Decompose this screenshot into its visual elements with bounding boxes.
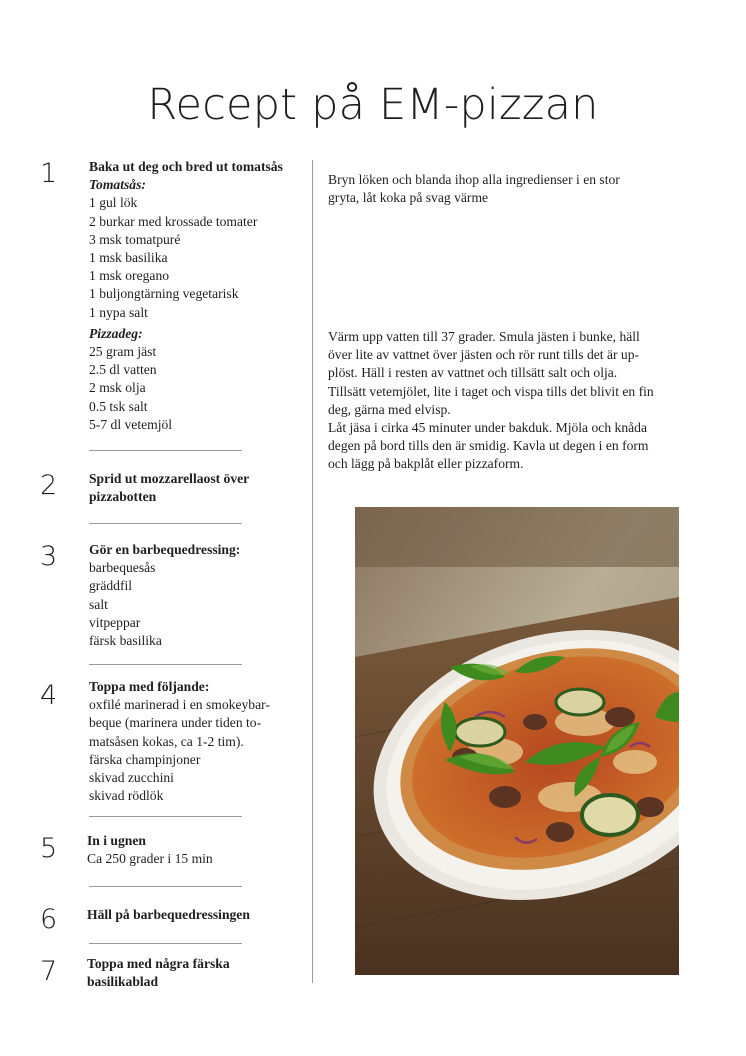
topping-item: skivad rödlök <box>89 788 164 804</box>
sauce-item: 1 gul lök <box>89 195 138 211</box>
separator <box>89 816 242 817</box>
dough-instructions <box>328 328 686 474</box>
separator <box>89 523 242 524</box>
step-4-heading: Toppa med följande: <box>89 679 210 694</box>
step-number-6: 6 <box>40 904 58 935</box>
sauce-instruction-line: Bryn löken och blanda ihop alla ingredienser i en stor <box>328 172 620 187</box>
step-5 <box>87 832 309 868</box>
sauce-item: 3 msk tomatpuré <box>89 231 181 247</box>
step-number-1: 1 <box>40 158 58 189</box>
step-6 <box>87 906 309 924</box>
step-3-heading: Gör en barbequedressing: <box>89 542 241 557</box>
separator <box>89 450 242 451</box>
dressing-item: gräddfil <box>89 578 133 594</box>
step-7 <box>87 955 309 991</box>
dough-instruction-line: över lite av vattnet över jästen och rör runt tills det är up- <box>328 347 640 363</box>
dough-instruction-line: deg, gärna med elvisp. <box>328 401 451 417</box>
topping-item: färska champinjoner <box>89 751 201 767</box>
topping-item: matsåsen kokas, ca 1-2 tim). <box>89 733 244 749</box>
step-2-heading-line: Sprid ut mozzarellaost över <box>89 471 250 486</box>
step-number-7: 7 <box>40 956 58 987</box>
page-title: Recept på EM-pizzan <box>147 80 599 130</box>
sauce-item: 1 nypa salt <box>89 304 148 320</box>
dough-instruction-line: Värm upp vatten till 37 grader. Smula jästen i bunke, häll <box>328 329 640 344</box>
step-6-heading: Häll på barbequedressingen <box>87 907 250 922</box>
sauce-item: 1 msk basilika <box>89 250 168 266</box>
sauce-title: Tomatsås: <box>89 177 146 193</box>
step-number-2: 2 <box>40 470 58 501</box>
dressing-item: färsk basilika <box>89 633 162 649</box>
dough-instruction-line: Låt jäsa i cirka 45 minuter under bakduk. Mjöla och knåda <box>328 420 647 436</box>
step-7-heading-line: Toppa med några färska <box>87 956 230 971</box>
dough-item: 0.5 tsk salt <box>89 398 148 414</box>
dressing-item: vitpeppar <box>89 614 141 630</box>
dough-instruction-line: Tillsätt vetemjölet, lite i taget och vispa tills det blivit en fin <box>328 383 654 399</box>
step-1 <box>89 158 311 434</box>
dough-instruction-line: plöst. Häll i resten av vattnet och tillsätt salt och olja. <box>328 365 618 381</box>
topping-item: skivad zucchini <box>89 770 174 786</box>
dressing-item: barbequesås <box>89 560 156 576</box>
dough-item: 2.5 dl vatten <box>89 362 157 378</box>
step-number-3: 3 <box>40 541 58 572</box>
column-divider <box>312 160 313 983</box>
step-7-heading-line: basilikablad <box>87 974 159 990</box>
step-5-heading: In i ugnen <box>87 833 146 848</box>
dough-title: Pizzadeg: <box>89 325 143 341</box>
sauce-item: 1 msk oregano <box>89 268 170 284</box>
step-4 <box>89 678 311 805</box>
topping-item: beque (marinera under tiden to- <box>89 715 262 731</box>
sauce-instructions <box>328 171 686 207</box>
dough-item: 2 msk olja <box>89 380 146 396</box>
separator <box>89 886 242 887</box>
dough-item: 25 gram jäst <box>89 344 157 360</box>
step-2 <box>89 470 311 506</box>
topping-item: oxfilé marinerad i en smokeybar- <box>89 697 270 713</box>
step-number-5: 5 <box>40 833 58 864</box>
sauce-instruction-line: gryta, låt koka på svag värme <box>328 190 489 206</box>
separator <box>89 943 242 944</box>
sauce-item: 2 burkar med krossade tomater <box>89 213 258 229</box>
step-number-4: 4 <box>40 680 58 711</box>
separator <box>89 664 242 665</box>
dough-instruction-line: degen på bord tills den är smidig. Kavla ut degen i en form <box>328 438 649 454</box>
sauce-item: 1 buljongtärning vegetarisk <box>89 286 239 302</box>
dressing-item: salt <box>89 596 108 612</box>
dough-instruction-line: och lägg på bakplåt eller pizzaform. <box>328 456 524 472</box>
step-1-heading: Baka ut deg och bred ut tomatsås <box>89 159 283 174</box>
step-5-text: Ca 250 grader i 15 min <box>87 851 213 867</box>
dough-item: 5-7 dl vetemjöl <box>89 416 173 432</box>
step-2-heading-line: pizzabotten <box>89 489 157 505</box>
step-3 <box>89 541 311 650</box>
pizza-photo <box>355 507 679 975</box>
